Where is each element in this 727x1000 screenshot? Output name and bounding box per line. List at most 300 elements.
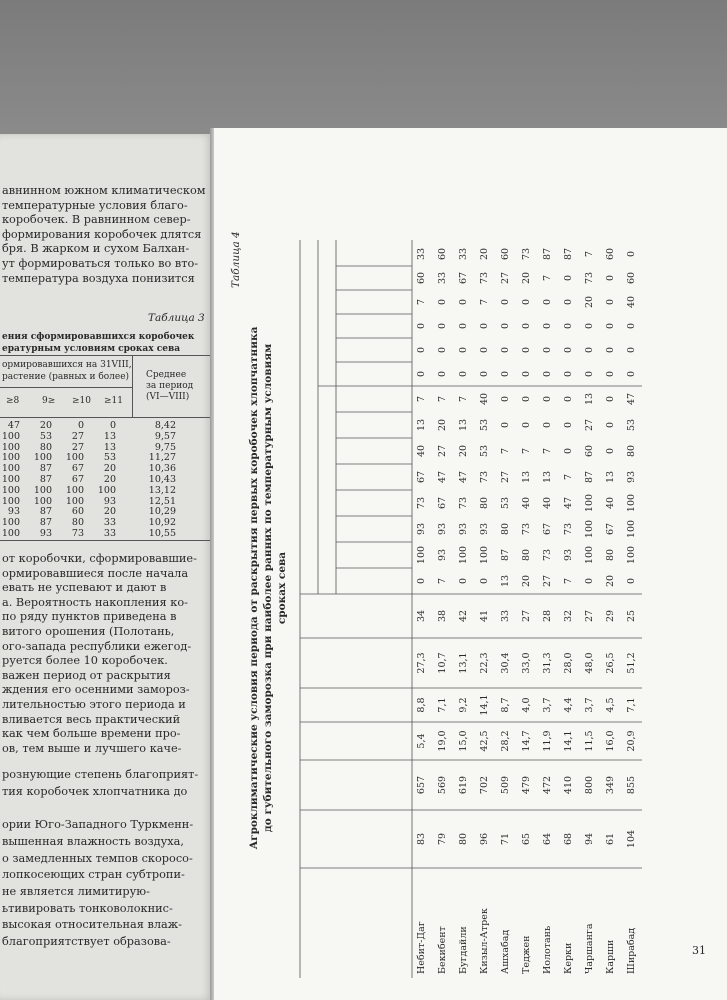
table4-cell: 34 [416, 609, 427, 623]
table4-cell: 0 [563, 370, 574, 378]
table4-cell: 13 [542, 470, 553, 484]
table4-cell: 0 [500, 395, 511, 403]
table3-cell: 87 [39, 506, 52, 518]
table4-cell: 9,2 [458, 697, 469, 713]
table4-cell: 800 [584, 775, 595, 795]
table3-cell: 20 [39, 420, 52, 431]
table3-cell: 100 [33, 452, 52, 464]
table4-cell: 53 [479, 444, 490, 458]
table4-cell: 7 [563, 473, 574, 481]
table4-cell: 0 [605, 421, 616, 429]
table4-cell: 40 [542, 496, 553, 510]
table4-header-precip [300, 724, 412, 758]
table3-title-line: ения сформировавшихся коробочек [2, 332, 195, 342]
left-text-line: вышенная влажность воздуха, [2, 834, 184, 848]
table4-cell: 0 [563, 274, 574, 282]
table4-station-name: Иолотань [542, 925, 553, 974]
table4-cell: 40 [416, 444, 427, 458]
table3-cell: 100 [1, 463, 20, 475]
table4-cell: 40 [605, 496, 616, 510]
table3-cell: 60 [71, 506, 84, 518]
left-text-line: а. Вероятность накопления ко- [2, 595, 188, 609]
table4-cell: 0 [500, 346, 511, 354]
table4-cell: 104 [626, 829, 637, 849]
table4-cell: 13 [416, 418, 427, 432]
table4-cell: 8,7 [500, 697, 511, 713]
table4-cell: 0 [605, 298, 616, 306]
table3-cell: 9,57 [154, 430, 176, 442]
table4-cell: 0 [458, 370, 469, 378]
table3-cell: 13 [103, 441, 116, 453]
table3-col-header: ≥11 [104, 396, 123, 406]
table3-cell: 100 [33, 484, 52, 496]
table3-cell: 10,92 [148, 517, 176, 529]
table3-cell: 80 [39, 441, 52, 453]
table4-cell: 73 [458, 496, 469, 510]
table3-cell: 100 [1, 441, 20, 453]
table3-cell: 33 [103, 528, 116, 539]
left-text-line: вливается весь практический [2, 712, 181, 726]
table3-cell: 100 [1, 452, 20, 464]
table4-rotated [222, 198, 642, 978]
table3-cell: 53 [103, 452, 116, 464]
table4-station-name: Чаршанга [584, 923, 595, 974]
table4-cell: 28 [542, 609, 553, 623]
table4-cell: 67 [542, 522, 553, 536]
table3-cell: 93 [103, 495, 116, 507]
table4-cell: 33,0 [521, 652, 532, 674]
table3-cell: 27 [71, 441, 84, 453]
table4-cell: 60 [437, 247, 448, 261]
table4-cell: 657 [416, 775, 427, 795]
left-text-line: высокая относительная влаж- [2, 918, 182, 932]
table4-cell: 87 [563, 247, 574, 261]
table4-cell: 14,1 [479, 694, 490, 716]
table4-cell: 0 [584, 322, 595, 330]
table4-cell: 20 [437, 418, 448, 432]
table4-cell: 0 [416, 370, 427, 378]
table4-cell: 0 [584, 370, 595, 378]
left-text-line: ьтивировать тонковолокнис- [2, 901, 173, 915]
table4-cell: 7 [584, 250, 595, 258]
table4-header-prob-temp-col [336, 266, 412, 290]
table4-station-name: Бугдайли [458, 926, 469, 974]
table4-header-prob-dur-col [336, 412, 412, 438]
table4-header-duration [300, 812, 412, 866]
table4-cell: 0 [458, 322, 469, 330]
table4-cell: 47 [458, 470, 469, 484]
table3-cell: 10,43 [148, 474, 176, 485]
table4-cell: 83 [416, 832, 427, 846]
table4-header-eff-temp [300, 762, 412, 808]
table3-rule-body [0, 417, 214, 418]
table4-cell: 42,5 [479, 730, 490, 752]
page-number: 31 [692, 944, 706, 957]
table3-cell: 20 [103, 463, 116, 475]
table3-cell: 10,55 [148, 528, 176, 539]
table4-cell: 410 [563, 775, 574, 795]
table4-cell: 0 [626, 577, 637, 585]
table4-cell: 0 [416, 322, 427, 330]
table4-cell: 569 [437, 775, 448, 795]
table4-cell: 25 [626, 609, 637, 623]
table4-cell: 4,0 [521, 697, 532, 713]
table4-cell: 100 [626, 519, 637, 539]
table4-cell: 100 [626, 545, 637, 565]
table3-cell: 10,36 [148, 463, 176, 475]
table3-header-sub: растение (равных и более) [2, 372, 130, 382]
table3-cell: 47 [7, 420, 20, 431]
table4-cell: 0 [542, 421, 553, 429]
table4-cell: 855 [626, 775, 637, 795]
table4-cell: 0 [584, 577, 595, 585]
table4-cell: 509 [500, 775, 511, 795]
table3-cell: 67 [71, 463, 84, 475]
table4-cell: 93 [563, 548, 574, 562]
table4-title-line: сроках сева [276, 551, 288, 625]
table4-cell: 73 [479, 271, 490, 285]
table4-cell: 53 [479, 418, 490, 432]
table3-cell: 87 [39, 474, 52, 485]
table3-cell: 100 [1, 528, 20, 539]
table4-header-prob-temp [318, 240, 336, 386]
table3-caption: Таблица 3 [148, 312, 205, 324]
table4-cell: 73 [521, 247, 532, 261]
table4-header-prob-temp-col [336, 242, 412, 266]
table4-cell: 0 [542, 298, 553, 306]
table4-cell: 53 [626, 418, 637, 432]
table4-cell: 0 [437, 346, 448, 354]
table3-cell: 9,75 [154, 441, 176, 453]
table4-cell: 7 [437, 395, 448, 403]
table3-cell: 100 [65, 495, 84, 507]
table4-cell: 96 [479, 832, 490, 846]
table4-cell: 40 [479, 392, 490, 406]
table3-cell: 33 [103, 517, 116, 529]
table4-cell: 0 [626, 322, 637, 330]
table4-cell: 80 [458, 832, 469, 846]
table4-cell: 100 [584, 519, 595, 539]
table4-cell: 702 [479, 775, 490, 795]
table4-cell: 7 [542, 274, 553, 282]
table4-station-name: Керки [563, 942, 574, 974]
left-text-line: ории Юго-Западного Туркменн- [2, 818, 194, 832]
table3-cell: 100 [1, 484, 20, 496]
table4-cell: 0 [500, 322, 511, 330]
table3-rule-bottom [0, 540, 214, 541]
table4-cell: 100 [626, 493, 637, 513]
table4-cell: 20 [458, 444, 469, 458]
table3-cell: 10,29 [148, 506, 176, 518]
table4-cell: 0 [521, 421, 532, 429]
table4-cell: 60 [584, 444, 595, 458]
table4-cell: 0 [563, 298, 574, 306]
table4-cell: 0 [584, 346, 595, 354]
table4-cell: 27 [437, 444, 448, 458]
table4-cell: 30,4 [500, 652, 511, 674]
table4-cell: 7 [437, 577, 448, 585]
table3-avg-header-line: (VI—VIII) [146, 392, 190, 402]
table3-cell: 53 [39, 430, 52, 442]
table4-cell: 20,9 [626, 730, 637, 752]
table4-cell: 0 [605, 274, 616, 282]
table4-cell: 7 [542, 447, 553, 455]
table4-cell: 71 [500, 832, 511, 846]
table4-cell: 0 [605, 395, 616, 403]
table4-cell: 0 [479, 346, 490, 354]
table4-cell: 0 [437, 370, 448, 378]
table4-cell: 0 [521, 395, 532, 403]
table3-cell: 100 [65, 484, 84, 496]
table4-cell: 0 [479, 322, 490, 330]
table4-cell: 27 [521, 609, 532, 623]
left-text-line: благоприятствует образова- [2, 935, 171, 948]
table4-header-prob-dur [318, 386, 336, 594]
table4-cell: 41 [479, 609, 490, 623]
table4-cell: 47 [437, 470, 448, 484]
table3-cell: 93 [7, 506, 20, 518]
table4-cell: 0 [500, 421, 511, 429]
table4-header-prob-temp-col [336, 290, 412, 314]
left-text-line: не является лимитирую- [2, 884, 150, 898]
table3-cell: 100 [1, 517, 20, 529]
table4-cell: 0 [458, 577, 469, 585]
table4-header-prob-temp-col [336, 338, 412, 362]
table3-col-header: ≥8 [6, 396, 20, 406]
table4-cell: 47 [626, 392, 637, 406]
table3-cell: 87 [39, 517, 52, 529]
table4-cell: 68 [563, 832, 574, 846]
table4-header-prob-dur-col [336, 542, 412, 568]
table4-cell: 11,9 [542, 730, 553, 752]
table4-cell: 0 [542, 370, 553, 378]
table4-cell: 13 [500, 574, 511, 588]
table4-station-name: Ширабад [626, 927, 637, 974]
table3-cell: 20 [103, 474, 116, 485]
table3-cell: 80 [71, 517, 84, 529]
table4-cell: 0 [605, 346, 616, 354]
left-text-line: ормировавшиеся после начала [2, 566, 189, 580]
table4-cell: 67 [416, 470, 427, 484]
table4-cell: 48,0 [584, 652, 595, 674]
table4-header-prob-dur-col [336, 386, 412, 412]
table4-header-precip-days [300, 690, 412, 720]
table4-cell: 80 [626, 444, 637, 458]
table3-avg-header-line: Среднее [146, 370, 187, 380]
table4-cell: 13 [605, 470, 616, 484]
left-text-line: витого орошения (Полотань, [2, 625, 175, 638]
table4-cell: 0 [563, 346, 574, 354]
table3-divider [132, 355, 133, 417]
table4-header-prob-temp-col [336, 314, 412, 338]
table4-caption: Таблица 4 [230, 231, 242, 288]
table4-title-line: Агроклиматические условия периода от раскрытия первых коробочек хлопчатника [248, 326, 260, 850]
table4-cell: 8,8 [416, 697, 427, 713]
table4-cell: 7 [416, 298, 427, 306]
table4-cell: 4,4 [563, 697, 574, 713]
table3-cell: 100 [97, 484, 116, 496]
table4-cell: 7 [563, 577, 574, 585]
table4-cell: 20 [605, 574, 616, 588]
table4-cell: 42 [458, 609, 469, 623]
table4-cell: 31,3 [542, 652, 553, 674]
table4-cell: 33 [416, 247, 427, 261]
table4-header-station [300, 868, 412, 978]
table4-cell: 0 [458, 298, 469, 306]
table4-cell: 0 [563, 395, 574, 403]
table4-cell: 65 [521, 832, 532, 846]
table4-cell: 3,7 [542, 697, 553, 713]
table4-cell: 87 [542, 247, 553, 261]
table4-cell: 87 [500, 548, 511, 562]
table4-cell: 93 [479, 522, 490, 536]
table4-cell: 100 [584, 493, 595, 513]
table4-cell: 32 [563, 609, 574, 623]
table4-cell: 87 [584, 470, 595, 484]
table3-cell: 73 [71, 528, 84, 539]
table3-cell: 0 [109, 420, 116, 431]
table4-cell: 20 [521, 574, 532, 588]
table4-header-prob-dur-col [336, 568, 412, 594]
table4-cell: 7 [416, 395, 427, 403]
table4-cell: 93 [626, 470, 637, 484]
table4-cell: 0 [479, 577, 490, 585]
table4-cell: 0 [437, 322, 448, 330]
table4-cell: 0 [521, 298, 532, 306]
table4-cell: 13 [458, 418, 469, 432]
table4-cell: 15,0 [458, 730, 469, 752]
table4-header-prob-dur-col [336, 516, 412, 542]
table4-header-deficit-days [300, 640, 412, 686]
table4-cell: 13 [584, 392, 595, 406]
table4-cell: 93 [437, 522, 448, 536]
table4-cell: 73 [542, 548, 553, 562]
table4-cell: 67 [437, 496, 448, 510]
table3-cell: 13,12 [148, 484, 176, 496]
table3-avg-header-line: за период [146, 381, 194, 391]
left-text-line: руется более 10 коробочек. [2, 654, 168, 668]
table4-cell: 0 [479, 370, 490, 378]
table3-cell: 100 [33, 495, 52, 507]
left-text-line: температурные условия благо- [2, 198, 188, 212]
table3-header-top: ормировавшихся на 31VIII, [2, 360, 132, 370]
left-text-line: бря. В жарком и сухом Балхан- [2, 242, 190, 256]
table3-title-line: ературным условиям сроках сева [2, 344, 181, 354]
table4-cell: 20 [584, 295, 595, 309]
table4-cell: 0 [563, 322, 574, 330]
table4-cell: 60 [500, 247, 511, 261]
table4-cell: 0 [563, 447, 574, 455]
table4-cell: 3,7 [584, 697, 595, 713]
table4-cell: 40 [626, 295, 637, 309]
table4-cell: 67 [605, 522, 616, 536]
table3-rule-top [0, 355, 214, 356]
table4-station-name: Кизыл-Атрек [479, 908, 490, 974]
table4-cell: 40 [521, 496, 532, 510]
table3-col-header: ≥10 [72, 396, 91, 406]
left-text-line: ов, тем выше и лучшего каче- [2, 741, 182, 755]
table3-cell: 20 [103, 506, 116, 518]
table4-cell: 0 [605, 322, 616, 330]
table4-cell: 38 [437, 609, 448, 623]
table4-cell: 27 [500, 470, 511, 484]
table4-cell: 0 [563, 421, 574, 429]
left-text-line: лопкосеющих стран субтропи- [2, 868, 185, 882]
table4-cell: 29 [605, 609, 616, 623]
table4-cell: 7 [458, 395, 469, 403]
table4-cell: 14,7 [521, 730, 532, 752]
table4-station-name: Теджен [521, 935, 532, 974]
table4-cell: 0 [458, 346, 469, 354]
table4-station-name: Бекибент [437, 926, 448, 974]
table4-cell: 73 [563, 522, 574, 536]
table4-cell: 20 [521, 271, 532, 285]
table4-cell: 0 [626, 346, 637, 354]
table4-header-prob-dur-col [336, 438, 412, 464]
left-text-line: важен период от раскрытия [2, 668, 171, 682]
table4-cell: 0 [626, 370, 637, 378]
table4-cell: 53 [500, 496, 511, 510]
table4-cell: 100 [416, 545, 427, 565]
table4-cell: 13 [521, 470, 532, 484]
table4-cell: 27 [584, 609, 595, 623]
left-text-line: ут формироваться только во вто- [2, 257, 199, 270]
table4-cell: 26,5 [605, 652, 616, 674]
table4-cell: 100 [584, 545, 595, 565]
table4-cell: 0 [437, 298, 448, 306]
table4-cell: 80 [521, 548, 532, 562]
table4-cell: 11,5 [584, 730, 595, 752]
table4-header-prob-group [300, 240, 318, 594]
left-text-line: о замедленных темпов скоросо- [2, 851, 193, 865]
table4-cell: 80 [479, 496, 490, 510]
table4-cell: 22,3 [479, 652, 490, 674]
table4-cell: 0 [500, 370, 511, 378]
table4-cell: 0 [542, 346, 553, 354]
table4-header-humidity [300, 596, 412, 636]
table4-cell: 10,7 [437, 652, 448, 674]
table3-cell: 8,42 [154, 420, 176, 431]
table4-header-prob-dur-col [336, 464, 412, 490]
table4-cell: 7 [521, 447, 532, 455]
table4-cell: 100 [479, 545, 490, 565]
left-text-line: рознующие степень благоприят- [2, 768, 199, 781]
table4-cell: 0 [521, 346, 532, 354]
table3-cell: 27 [71, 430, 84, 442]
table4-cell: 27 [500, 271, 511, 285]
table4-cell: 7 [500, 447, 511, 455]
table4-cell: 47 [563, 496, 574, 510]
table3-cell: 93 [39, 528, 52, 539]
left-text-line: авнинном южном климатическом [2, 184, 206, 197]
table4-cell: 93 [458, 522, 469, 536]
table4-cell: 14,1 [563, 730, 574, 752]
left-text-line: формирования коробочек длятся [2, 227, 202, 241]
table4-cell: 100 [458, 545, 469, 565]
table4-cell: 60 [605, 247, 616, 261]
left-page [0, 134, 215, 1000]
table4-cell: 4,5 [605, 697, 616, 713]
table4-cell: 479 [521, 775, 532, 795]
table4-cell: 27 [584, 418, 595, 432]
table4-cell: 73 [416, 496, 427, 510]
table4-cell: 619 [458, 775, 469, 795]
table4-cell: 472 [542, 775, 553, 795]
table4-cell: 94 [584, 832, 595, 846]
left-text-line: тия коробочек хлопчатника до [2, 784, 188, 798]
table4-cell: 0 [416, 346, 427, 354]
table3-cell: 87 [39, 463, 52, 475]
